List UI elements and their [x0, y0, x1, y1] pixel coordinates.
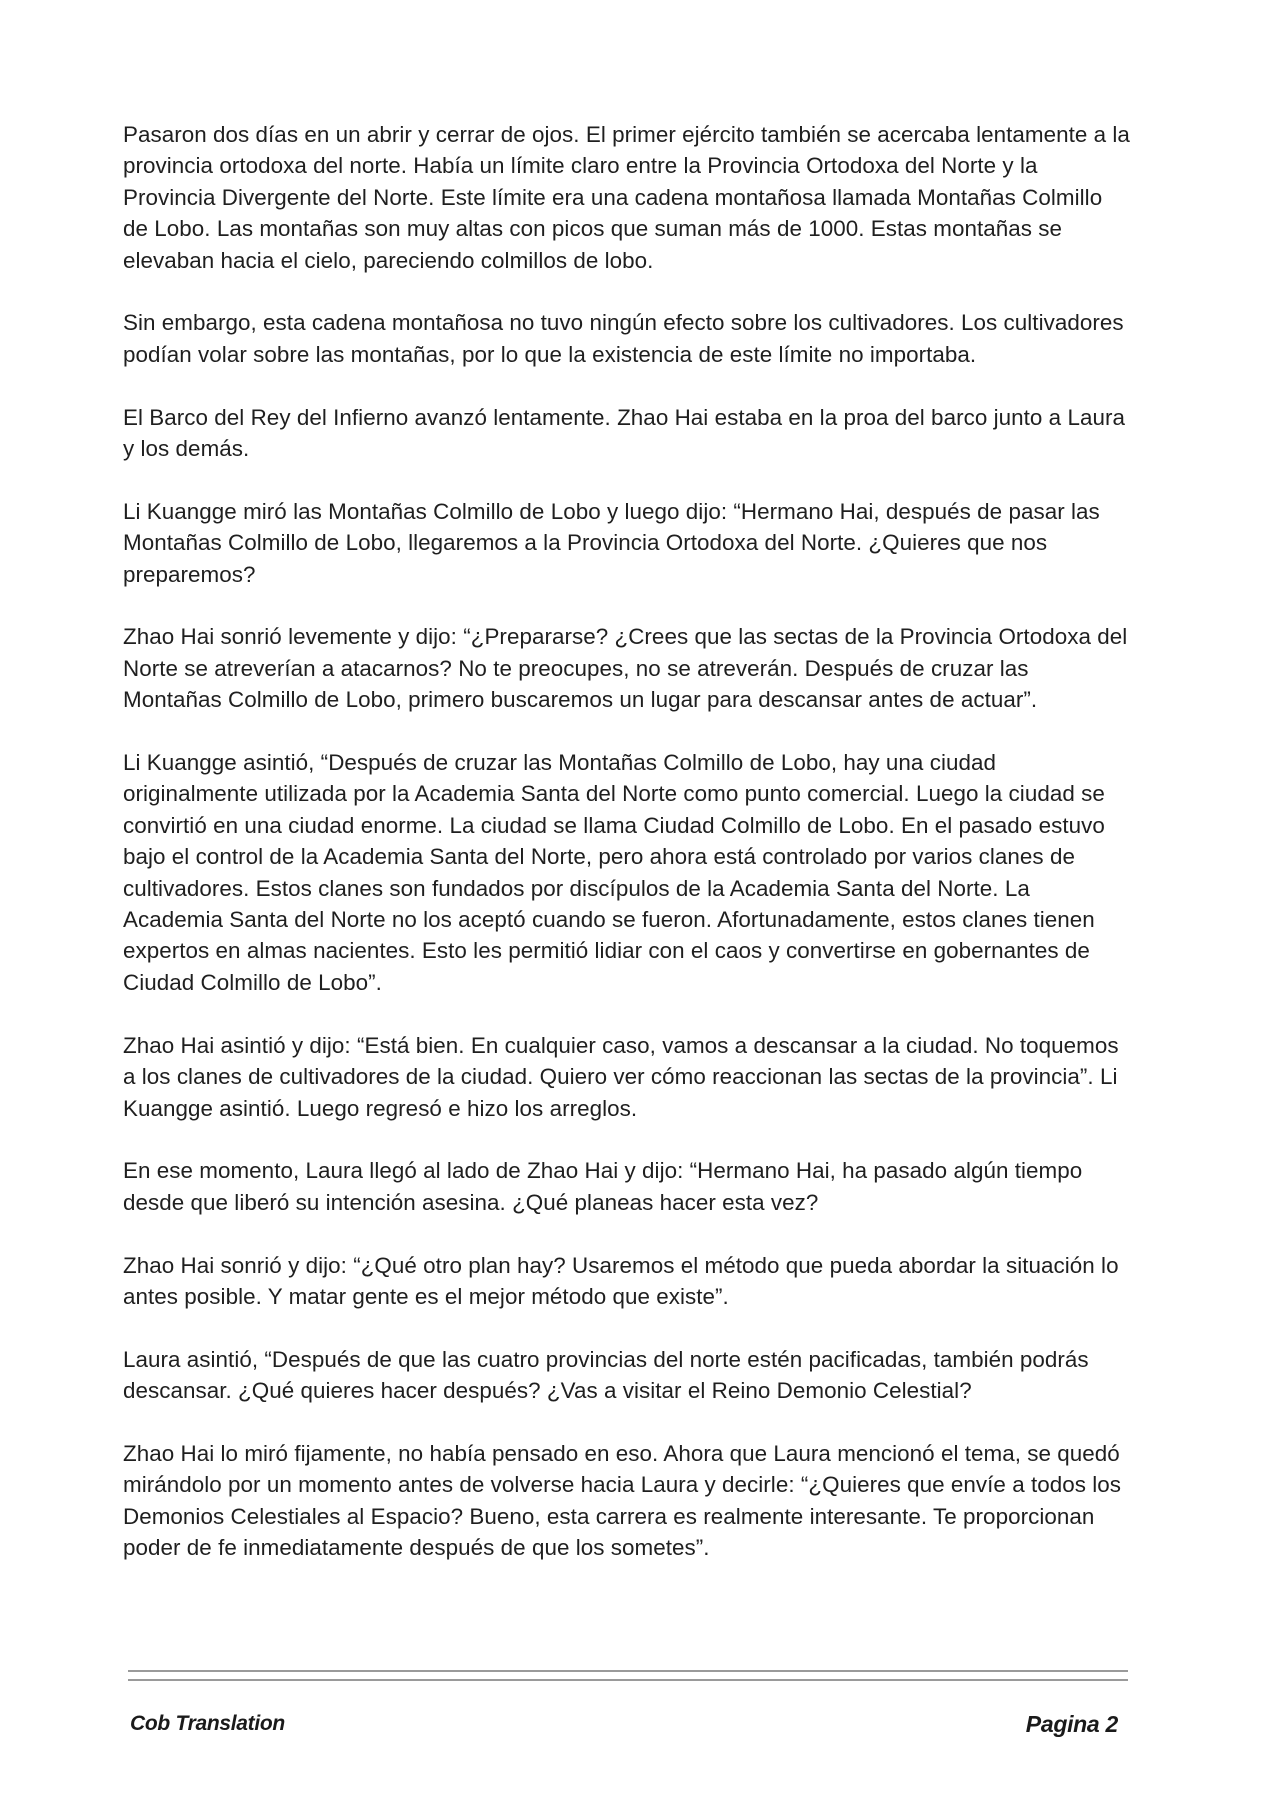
- paragraph: Li Kuangge miró las Montañas Colmillo de Lobo y luego dijo: “Hermano Hai, después de pasar las Montañas Colmillo de Lobo, llegaremos a la Provincia Ortodoxa del Norte. ¿Quieres que nos preparemos?: [123, 498, 1100, 587]
- footer-credit: Cob Translation: [130, 1712, 285, 1735]
- paragraph: Zhao Hai lo miró fijamente, no había pensado en eso. Ahora que Laura mencionó el tema, se quedó mirándolo por un momento antes de volverse hacia Laura y decirle: “¿Quieres que envíe a todos los Demonios Celestiales al Espacio? Bueno, esta carrera es realmente interesante. Te proporcionan poder de fe inmediatamente después de que los sometes”.: [123, 1440, 1122, 1561]
- paragraph: Pasaron dos días en un abrir y cerrar de ojos. El primer ejército también se acercaba lentamente a la provincia ortodoxa del norte. Había un límite claro entre la Provincia Ortodoxa del Norte y la Provincia Divergente del Norte. Este límite era una cadena montañosa llamada Montañas Colmillo de Lobo. Las montañas son muy altas con picos que suman más de 1000. Estas montañas se elevaban hacia el cielo, pareciendo colmillos de lobo.: [123, 122, 1130, 273]
- footer-divider-bottom: [128, 1679, 1128, 1681]
- page-number: Pagina 2: [1025, 1711, 1118, 1737]
- paragraph: Zhao Hai asintió y dijo: “Está bien. En cualquier caso, vamos a descansar a la ciudad. No toquemos a los clanes de cultivadores de la ciudad. Quiero ver cómo reaccionan las sectas de la provincia”. Li Kuangge asintió. Luego regresó e hizo los arreglos.: [123, 1032, 1119, 1121]
- paragraph: Laura asintió, “Después de que las cuatro provincias del norte estén pacificadas, también podrás descansar. ¿Qué quieres hacer después? ¿Vas a visitar el Reino Demonio Celestial?: [123, 1346, 1089, 1404]
- paragraph: Zhao Hai sonrió levemente y dijo: “¿Prepararse? ¿Crees que las sectas de la Provincia Ortodoxa del Norte se atreverían a atacarnos? No te preocupes, no se atreverán. Después de cruzar las Montañas Colmillo de Lobo, primero buscaremos un lugar para descansar antes de actuar”.: [123, 624, 1128, 713]
- paragraph: Zhao Hai sonrió y dijo: “¿Qué otro plan hay? Usaremos el método que pueda abordar la situación lo antes posible. Y matar gente es el mejor método que existe”.: [123, 1252, 1119, 1309]
- paragraph: En ese momento, Laura llegó al lado de Zhao Hai y dijo: “Hermano Hai, ha pasado algún tiempo desde que liberó su intención asesina. ¿Qué planeas hacer esta vez?: [123, 1158, 1083, 1215]
- paragraph: Li Kuangge asintió, “Después de cruzar las Montañas Colmillo de Lobo, hay una ciudad originalmente utilizada por la Academia Santa del Norte como punto comercial. Luego la ciudad se convirtió en una ciudad enorme. La ciudad se llama Ciudad Colmillo de Lobo. En el pasado estuvo bajo el control de la Academia Santa del Norte, pero ahora está controlado por varios clanes de cultivadores. Estos clanes son fundados por discípulos de la Academia Santa del Norte. La Academia Santa del Norte no los aceptó cuando se fueron. Afortunadamente, estos clanes tienen expertos en almas nacientes. Esto les permitió lidiar con el caos y convertirse en gobernantes de Ciudad Colmillo de Lobo”.: [123, 750, 1105, 995]
- document-body: [123, 119, 1133, 1595]
- paragraph: Sin embargo, esta cadena montañosa no tuvo ningún efecto sobre los cultivadores. Los cultivadores podían volar sobre las montañas, por lo que la existencia de este límite no importaba.: [123, 310, 1124, 367]
- footer-divider-top: [128, 1670, 1128, 1672]
- paragraph: El Barco del Rey del Infierno avanzó lentamente. Zhao Hai estaba en la proa del barco junto a Laura y los demás.: [123, 404, 1125, 462]
